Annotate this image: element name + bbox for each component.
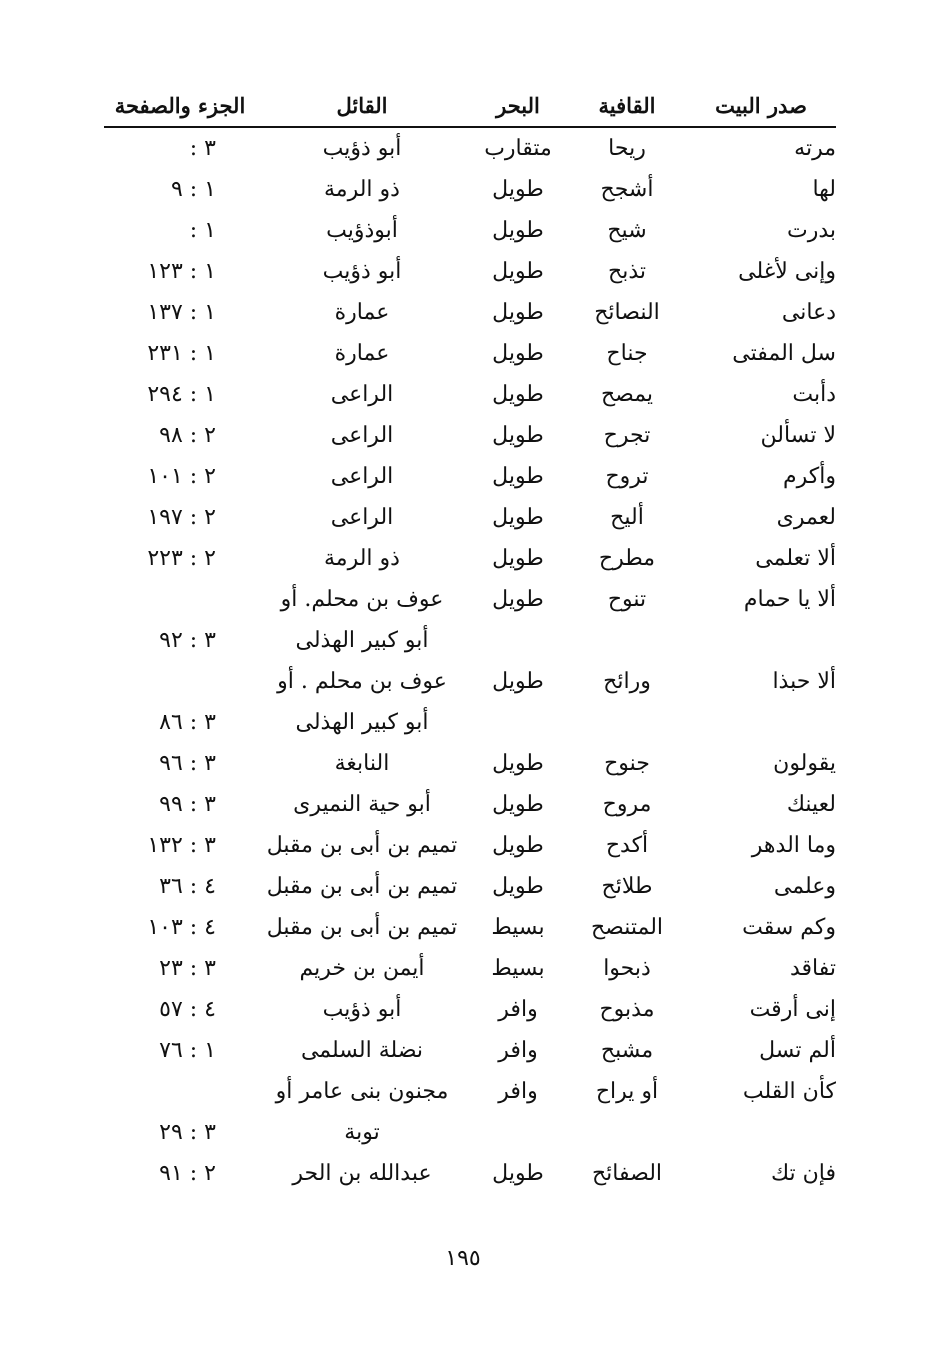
meter-cell: بسيط	[491, 956, 545, 981]
table-row	[104, 743, 836, 784]
verse-start-cell: فإن تك	[770, 1161, 836, 1186]
rhyme-cell: مشبح	[600, 1038, 654, 1063]
header-poet: القائل	[336, 92, 388, 118]
meter-cell: طويل	[492, 259, 544, 284]
volume-page-cell: ٣ : ٢٣	[159, 956, 216, 981]
verse-start-cell: سل المفتى	[732, 341, 836, 366]
meter-cell: وافر	[498, 997, 538, 1022]
verse-start-cell: مرته	[794, 136, 836, 161]
rhyme-cell: أو يراح	[595, 1079, 659, 1104]
rhyme-cell: تجرح	[603, 423, 651, 448]
verse-start-cell: تفاقد	[789, 956, 836, 981]
rhyme-cell: تذبح	[608, 259, 646, 284]
table-row	[104, 169, 836, 210]
page-number: ١٩٥	[445, 1246, 481, 1271]
verse-start-cell: وأكرم	[783, 464, 836, 489]
volume-page-cell: ١ : ٢٩٤	[147, 382, 216, 407]
volume-page-cell: ٢ : ٩١	[159, 1161, 216, 1186]
verse-start-cell: لها	[812, 177, 836, 202]
meter-cell: طويل	[492, 792, 544, 817]
volume-page-cell: ٢ : ٩٨	[159, 423, 216, 448]
table-row	[104, 620, 836, 661]
meter-cell: طويل	[492, 341, 544, 366]
table-row	[104, 866, 836, 907]
meter-cell: طويل	[492, 751, 544, 776]
table-row	[104, 948, 836, 989]
meter-cell: طويل	[492, 300, 544, 325]
rhyme-cell: مروح	[602, 792, 652, 817]
verse-start-cell: بدرت	[786, 218, 836, 243]
poet-cell: الراعى	[330, 505, 394, 530]
poet-cell: عبدالله بن الحر	[292, 1161, 432, 1186]
table-row	[104, 579, 836, 620]
verse-start-cell: وعلمى	[773, 874, 836, 899]
verse-start-cell: ألا حبذا	[772, 669, 836, 694]
poet-cell: أبو ذؤيب	[322, 997, 402, 1022]
poet-cell: أبو ذؤيب	[322, 136, 402, 161]
table-row	[104, 374, 836, 415]
table-row	[104, 661, 836, 702]
table-body	[104, 128, 836, 1194]
volume-page-cell: ٣ : ٨٦	[159, 710, 216, 735]
poet-cell: تميم بن أبى بن مقبل	[266, 915, 458, 940]
rhyme-cell: جناح	[606, 341, 648, 366]
meter-cell: طويل	[492, 177, 544, 202]
volume-page-cell: ١ : ٢٣١	[147, 341, 216, 366]
poet-cell: النابغة	[334, 751, 390, 776]
volume-page-cell: ٣ : ١٣٢	[147, 833, 216, 858]
verse-start-cell: كأن القلب	[742, 1079, 836, 1104]
poet-cell: أبو كبير الهذلى	[295, 628, 429, 653]
meter-cell: وافر	[498, 1038, 538, 1063]
meter-cell: طويل	[492, 587, 544, 612]
table-row	[104, 128, 836, 169]
table-row	[104, 784, 836, 825]
verse-start-cell: ألا يا حمام	[743, 587, 836, 612]
table-row	[104, 538, 836, 579]
poet-cell: مجنون بنى عامر أو	[275, 1079, 449, 1104]
table-row	[104, 456, 836, 497]
poet-cell: الراعى	[330, 382, 394, 407]
volume-page-cell: ١ : ٩	[170, 177, 216, 202]
verse-start-cell: دعانى	[781, 300, 836, 325]
table-row	[104, 989, 836, 1030]
volume-page-cell: ٢ : ١٩٧	[147, 505, 216, 530]
table-header	[104, 84, 836, 128]
poet-cell: أبو حية النميرى	[293, 792, 431, 817]
volume-page-cell: ١ :	[189, 218, 216, 243]
meter-cell: وافر	[498, 1079, 538, 1104]
volume-page-cell: ١ : ١٣٧	[147, 300, 216, 325]
rhyme-cell: ذبحوا	[603, 956, 651, 981]
poet-cell: أيمن بن خريم	[299, 956, 425, 981]
rhyme-cell: ورائح	[603, 669, 651, 694]
verse-start-cell: إنى أرقت	[749, 997, 836, 1022]
verse-start-cell: دأبت	[792, 382, 836, 407]
volume-page-cell: ٤ : ١٠٣	[147, 915, 216, 940]
verse-start-cell: لعمرى	[776, 505, 836, 530]
rhyme-cell: الصفائح	[591, 1161, 663, 1186]
verse-index-table	[104, 84, 836, 1194]
table-row	[104, 825, 836, 866]
poet-cell: عمارة	[334, 341, 390, 366]
meter-cell: طويل	[492, 218, 544, 243]
table-row	[104, 1030, 836, 1071]
rhyme-cell: أليح	[610, 505, 644, 530]
poet-cell: ذو الرمة	[324, 177, 400, 202]
rhyme-cell: مطرح	[598, 546, 656, 571]
meter-cell: طويل	[492, 464, 544, 489]
poet-cell: تميم بن أبى بن مقبل	[266, 833, 458, 858]
poet-cell: عوف بن محلم . أو	[277, 669, 447, 694]
volume-page-cell: ١ : ٧٦	[159, 1038, 216, 1063]
table-row	[104, 1112, 836, 1153]
table-row	[104, 333, 836, 374]
table-row	[104, 702, 836, 743]
rhyme-cell: المتنصح	[590, 915, 664, 940]
table-row	[104, 415, 836, 456]
volume-page-cell: ٢ : ١٠١	[147, 464, 216, 489]
meter-cell: طويل	[492, 1161, 544, 1186]
volume-page-cell: ٤ : ٥٧	[159, 997, 216, 1022]
header-meter: البحر	[496, 92, 540, 118]
rhyme-cell: ريحا	[608, 136, 646, 161]
meter-cell: طويل	[492, 833, 544, 858]
verse-start-cell: وما الدهر	[751, 833, 836, 858]
poet-cell: نضلة السلمى	[300, 1038, 424, 1063]
verse-start-cell: يقولون	[773, 751, 836, 776]
meter-cell: طويل	[492, 382, 544, 407]
verse-start-cell: وإنى لأغلى	[738, 259, 836, 284]
poet-cell: أبو كبير الهذلى	[295, 710, 429, 735]
rhyme-cell: أكدح	[605, 833, 649, 858]
verse-start-cell: ألم تسل	[759, 1038, 836, 1063]
volume-page-cell: ٣ : ٩٦	[159, 751, 216, 776]
volume-page-cell: ٢ : ٢٢٣	[147, 546, 216, 571]
volume-page-cell: ٣ : ٩٩	[159, 792, 216, 817]
poet-cell: الراعى	[330, 464, 394, 489]
table-row	[104, 1153, 836, 1194]
table-row	[104, 1071, 836, 1112]
meter-cell: طويل	[492, 423, 544, 448]
meter-cell: متقارب	[484, 136, 552, 161]
rhyme-cell: جنوح	[604, 751, 650, 776]
rhyme-cell: مذبوح	[599, 997, 655, 1022]
header-volume-page: الجزء والصفحة	[114, 92, 246, 118]
header-rhyme: القافية	[598, 92, 656, 118]
poet-cell: عوف بن محلم. أو	[280, 587, 444, 612]
table-row	[104, 210, 836, 251]
volume-page-cell: ١ : ١٢٣	[147, 259, 216, 284]
verse-start-cell: لعينك	[786, 792, 836, 817]
verse-start-cell: لا تسألن	[760, 423, 836, 448]
rhyme-cell: يمصح	[600, 382, 654, 407]
volume-page-cell: ٣ : ٩٢	[159, 628, 216, 653]
poet-cell: تميم بن أبى بن مقبل	[266, 874, 458, 899]
poet-cell: ذو الرمة	[324, 546, 400, 571]
rhyme-cell: أشجح	[600, 177, 654, 202]
poet-cell: عمارة	[334, 300, 390, 325]
rhyme-cell: شيح	[607, 218, 647, 243]
volume-page-cell: ٣ : ٢٩	[159, 1120, 216, 1145]
poet-cell: أبوذؤيب	[326, 218, 398, 243]
meter-cell: طويل	[492, 505, 544, 530]
verse-start-cell: ألا تعلمى	[755, 546, 836, 571]
poet-cell: الراعى	[330, 423, 394, 448]
meter-cell: طويل	[492, 546, 544, 571]
table-row	[104, 251, 836, 292]
rhyme-cell: تروح	[605, 464, 649, 489]
rhyme-cell: طلائح	[601, 874, 653, 899]
meter-cell: طويل	[492, 874, 544, 899]
meter-cell: طويل	[492, 669, 544, 694]
table-row	[104, 292, 836, 333]
verse-start-cell: وكم سقت	[742, 915, 836, 940]
volume-page-cell: ٣ :	[189, 136, 216, 161]
meter-cell: بسيط	[491, 915, 545, 940]
rhyme-cell: النصائح	[594, 300, 660, 325]
table-row	[104, 907, 836, 948]
volume-page-cell: ٤ : ٣٦	[159, 874, 216, 899]
header-verse-start: صدر البيت	[715, 92, 807, 118]
poet-cell: توبة	[344, 1120, 380, 1145]
rhyme-cell: تنوح	[607, 587, 647, 612]
table-row	[104, 497, 836, 538]
poet-cell: أبو ذؤيب	[322, 259, 402, 284]
